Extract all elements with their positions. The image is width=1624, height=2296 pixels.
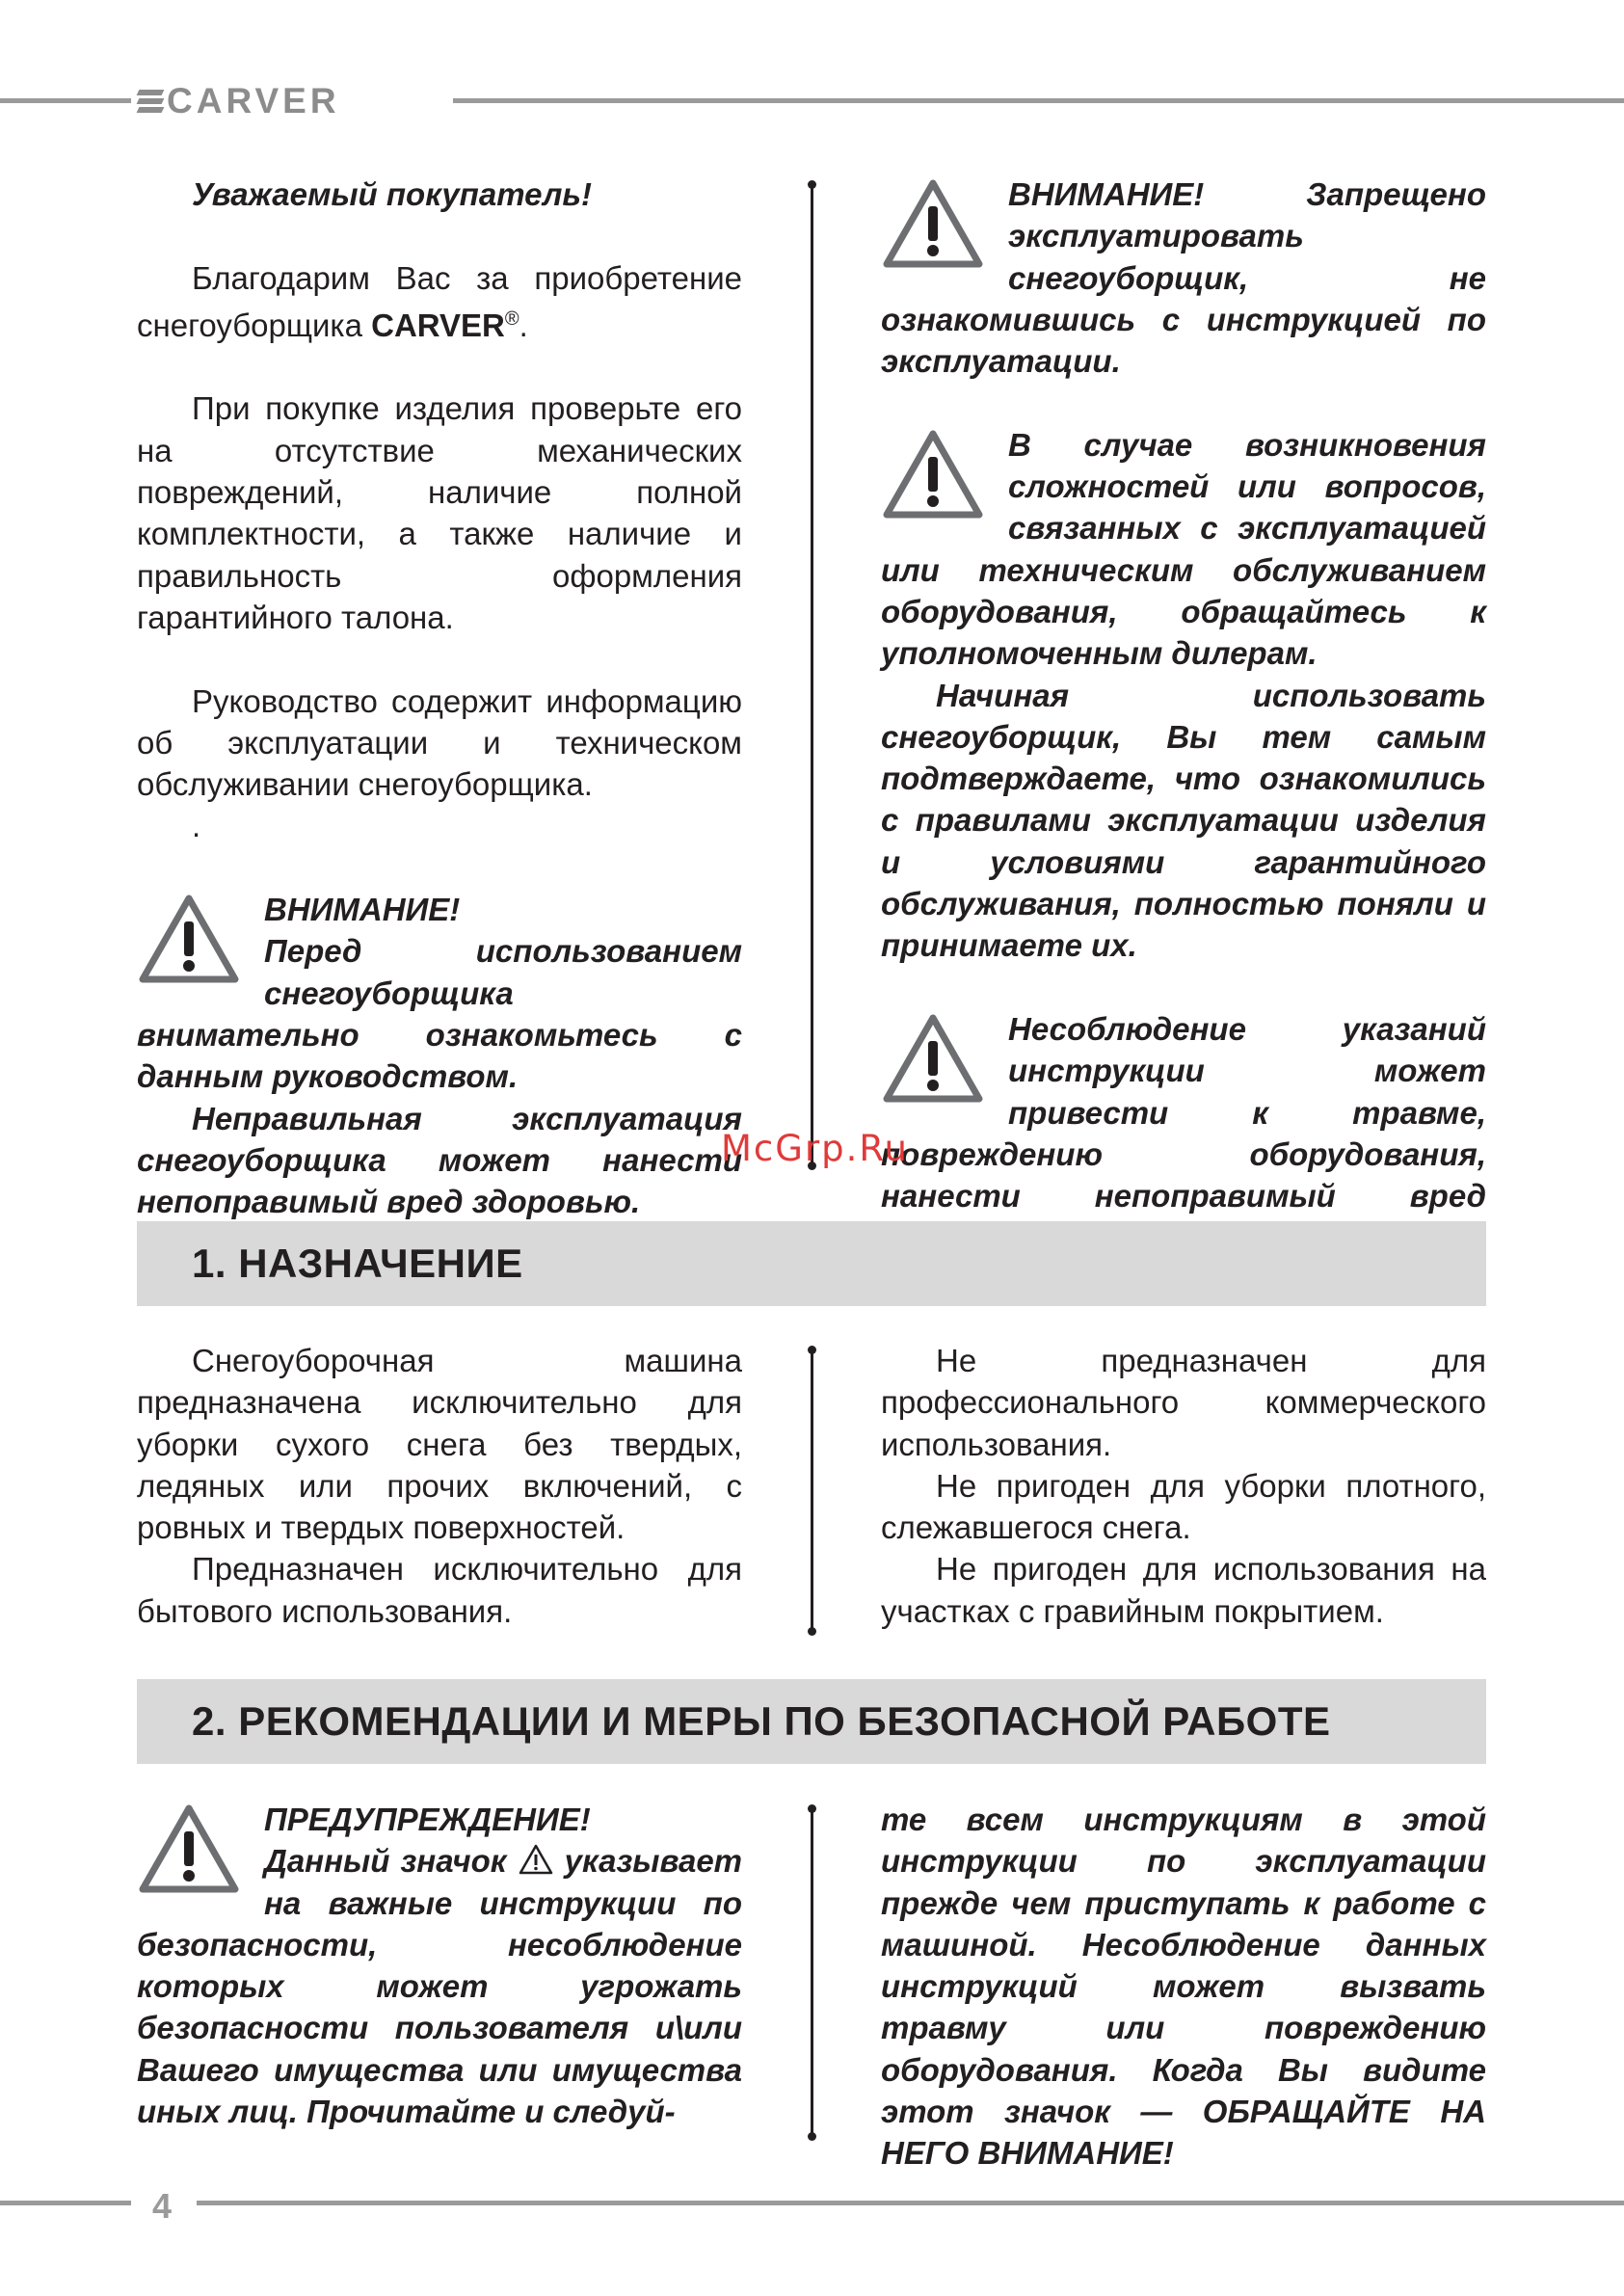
divider-dot-bottom xyxy=(808,2132,816,2141)
warning-triangle-icon xyxy=(881,1012,989,1108)
not-gravel: Не пригоден для использования на участках с гравийным покрытием. xyxy=(881,1551,1486,1629)
purpose-paragraph: Снегоуборочная машина предназначена исключительно для уборки сухого снега без твердых, ледяных или прочих включений, с ровных и твердых поверхностей. xyxy=(137,1343,742,1546)
thanks-brand: CARVER xyxy=(371,307,505,343)
brand-logo xyxy=(138,81,340,120)
warning-block-1 xyxy=(881,174,1486,382)
caution-title: ПРЕДУПРЕЖДЕНИЕ! xyxy=(264,1802,591,1837)
warnings-column xyxy=(881,174,1486,1259)
section-2-title: 2. РЕКОМЕНДАЦИИ И МЕРЫ ПО БЕЗОПАСНОЙ РАБОТЕ xyxy=(192,1698,1331,1744)
logo-mark-icon xyxy=(138,89,163,114)
warning-triangle-icon xyxy=(137,1802,245,1899)
section-1-left xyxy=(137,1340,742,1632)
not-dense-snow: Не пригоден для уборки плотного, слежавшегося снега. xyxy=(881,1467,1486,1546)
manual-paragraph: Руководство содержит информацию об эксплуатации и техническом обслуживании снегоуборщика. xyxy=(137,682,742,803)
section-2-header xyxy=(137,1679,1486,1764)
divider-dot-bottom xyxy=(808,1627,816,1636)
intro-column xyxy=(137,174,742,1222)
page-number: 4 xyxy=(152,2186,173,2226)
warning-1-text: ВНИМАНИЕ! Запрещено эксплуатировать снегоуборщик, не ознакомившись с инструкцией по эксплуатации. xyxy=(881,176,1486,380)
caution-continuation: те всем инструкциям в этой инструкции по эксплуатации прежде чем приступать к работе с машиной. Несоблюдение данных инструкций может вызвать травму или повреждению оборудования. Когда Вы видите этот значок — ОБРАЩАЙТЕ НА НЕГО ВНИМАНИЕ! xyxy=(881,1802,1486,2172)
warning-2-text: В случае возникновения сложностей или вопросов, связанных с эксплуатацией или техническим обслуживанием оборудования, обращайтесь к уполномоченным дилерам. xyxy=(881,426,1486,672)
warning-triangle-icon xyxy=(881,177,989,274)
warning-triangle-icon xyxy=(881,428,989,524)
agreement-text: Начиная использовать снегоуборщик, Вы тем самым подтверждаете, что ознакомились с правилами эксплуатации изделия и условиями гарантийного обслуживания, полностью поняли и принимаете их. xyxy=(881,677,1486,964)
watermark: McGrp.Ru xyxy=(721,1128,909,1169)
column-divider-top xyxy=(811,183,813,1166)
section-2-right xyxy=(881,1799,1486,2175)
section-2-left xyxy=(137,1799,742,2132)
section-1-title: 1. НАЗНАЧЕНИЕ xyxy=(192,1241,523,1286)
column-divider-section-1 xyxy=(811,1349,813,1632)
column-divider-section-2 xyxy=(811,1808,813,2136)
warning-misuse: Неправильная эксплуатация снегоуборщика может нанести непоправимый вред здоровью. xyxy=(137,1100,742,1220)
not-professional: Не предназначен для профессионального коммерческого использования. xyxy=(881,1343,1486,1462)
registered-mark: ® xyxy=(504,307,519,330)
household-paragraph: Предназначен исключительно для бытового использования. xyxy=(137,1551,742,1629)
warning-block-2 xyxy=(881,424,1486,967)
warning-title: ВНИМАНИЕ! xyxy=(264,892,461,928)
footer-rule-left xyxy=(0,2201,131,2205)
section-1-header xyxy=(137,1221,1486,1306)
greeting: Уважаемый покупатель! xyxy=(192,176,592,212)
inline-warning-icon xyxy=(518,1843,554,1876)
brand-name: CARVER xyxy=(167,81,340,120)
thanks-paragraph xyxy=(137,257,742,347)
warning-block-left xyxy=(137,889,742,1222)
caution-prefix: Данный значок xyxy=(264,1843,507,1880)
section-1-right xyxy=(881,1340,1486,1632)
thanks-text: Благодарим Вас за приобретение снегоуборщика xyxy=(137,259,742,343)
header-rule-right xyxy=(453,98,1624,103)
warning-text: Перед использованием снегоуборщика внимательно ознакомьтесь с данным руководством. xyxy=(137,933,742,1095)
caution-body: указывает на важные инструкции по безопасности, несоблюдение которых может угрожать безопасности пользователя и\или Вашего имущества или имущества иных лиц. Прочитайте и следуй- xyxy=(137,1843,743,2130)
caution-block xyxy=(137,1799,742,2132)
thanks-suffix: . xyxy=(519,307,528,343)
warning-triangle-icon xyxy=(137,893,245,989)
stray-dot: . xyxy=(192,808,201,844)
footer-rule-right xyxy=(197,2201,1624,2205)
header-rule-left xyxy=(0,98,131,103)
warning-3-text: Несоблюдение указаний инструкции может привести к травме, повреждению оборудования, нанести непоправимый вред xyxy=(881,1010,1486,1215)
check-paragraph: При покупке изделия проверьте его на отсутствие механических повреждений, наличие полной комплектности, а также наличие и правильность оформления гарантийного талона. xyxy=(137,390,742,635)
